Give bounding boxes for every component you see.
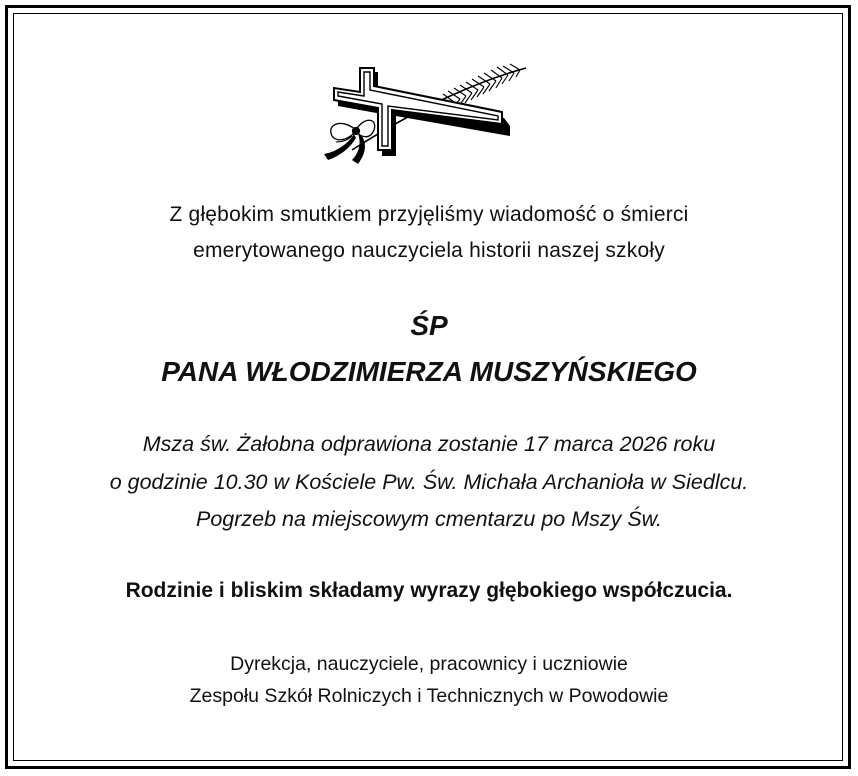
signature-line-2: Zespołu Szkół Rolniczych i Technicznych w Powodowie <box>189 685 669 707</box>
cross-with-palm-branch-icon <box>312 60 534 168</box>
deceased-name: PANA WŁODZIMIERZA MUSZYŃSKIEGO <box>161 356 697 387</box>
mass-line-1: Msza św. Żałobna odprawiona zostanie 17 marca 2026 roku <box>142 432 716 456</box>
intro-line-2: emerytowanego nauczyciela historii naszej szkoły <box>193 239 665 262</box>
intro-line-1: Z głębokim smutkiem przyjęliśmy wiadomość o śmierci <box>169 203 689 226</box>
signature-line-1: Dyrekcja, nauczyciele, pracownicy i uczniowie <box>230 653 628 675</box>
honorific: ŚP <box>410 310 448 341</box>
condolence-text: Rodzinie i bliskim składamy wyrazy głębokiego współczucia. <box>125 579 733 602</box>
mass-line-3: Pogrzeb na miejscowym cmentarzu po Mszy Św. <box>196 507 662 531</box>
mass-line-2: o godzinie 10.30 w Kościele Pw. Św. Michała Archanioła w Siedlcu. <box>109 470 749 494</box>
